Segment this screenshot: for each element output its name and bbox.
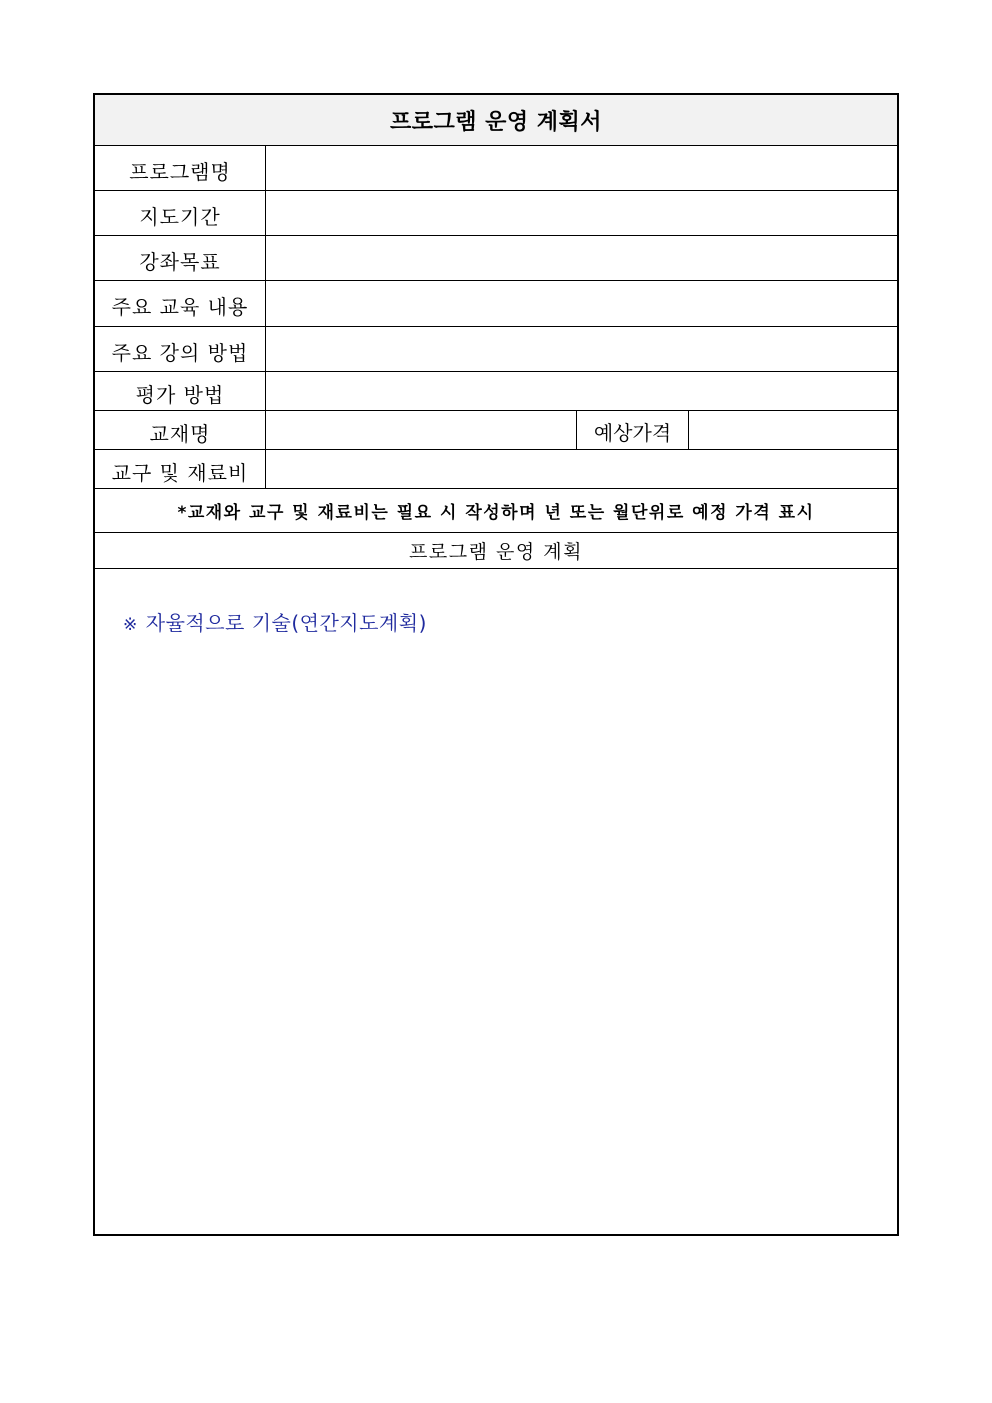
plan-instruction-text: 자율적으로 기술(연간지도계획) (145, 611, 427, 635)
row-textbook (95, 411, 897, 450)
field-period[interactable] (266, 191, 897, 235)
plan-header-text: 프로그램 운영 계획 (409, 541, 583, 563)
row-period (95, 191, 897, 236)
field-program-name[interactable] (266, 146, 897, 190)
plan-header-row (95, 533, 897, 569)
field-textbook[interactable] (266, 411, 577, 449)
label-method: 주요 강의 방법 (95, 327, 266, 371)
label-period: 지도기간 (95, 191, 266, 235)
label-expected-price: 예상가격 (577, 411, 689, 449)
row-program-name (95, 146, 897, 191)
row-content (95, 281, 897, 327)
row-goal (95, 236, 897, 281)
field-evaluation[interactable] (266, 372, 897, 410)
field-goal[interactable] (266, 236, 897, 280)
reference-mark-icon: ※ (123, 615, 138, 635)
program-plan-form (93, 93, 899, 1236)
label-materials: 교구 및 재료비 (95, 450, 266, 488)
note-row (95, 489, 897, 533)
row-materials (95, 450, 897, 489)
label-goal: 강좌목표 (95, 236, 266, 280)
note-text: *교재와 교구 및 재료비는 필요 시 작성하며 년 또는 월단위로 예정 가격 표시 (177, 503, 815, 523)
label-content: 주요 교육 내용 (95, 281, 266, 326)
field-expected-price[interactable] (689, 411, 897, 449)
label-textbook: 교재명 (95, 411, 266, 449)
label-program-name: 프로그램명 (95, 146, 266, 190)
plan-body-field[interactable] (95, 569, 897, 1234)
field-content[interactable] (266, 281, 897, 326)
label-evaluation: 평가 방법 (95, 372, 266, 410)
field-method[interactable] (266, 327, 897, 371)
row-evaluation (95, 372, 897, 411)
row-method (95, 327, 897, 372)
form-title (95, 95, 897, 146)
plan-instruction (123, 607, 427, 636)
form-title-text: 프로그램 운영 계획서 (389, 109, 603, 135)
field-materials[interactable] (266, 450, 897, 488)
